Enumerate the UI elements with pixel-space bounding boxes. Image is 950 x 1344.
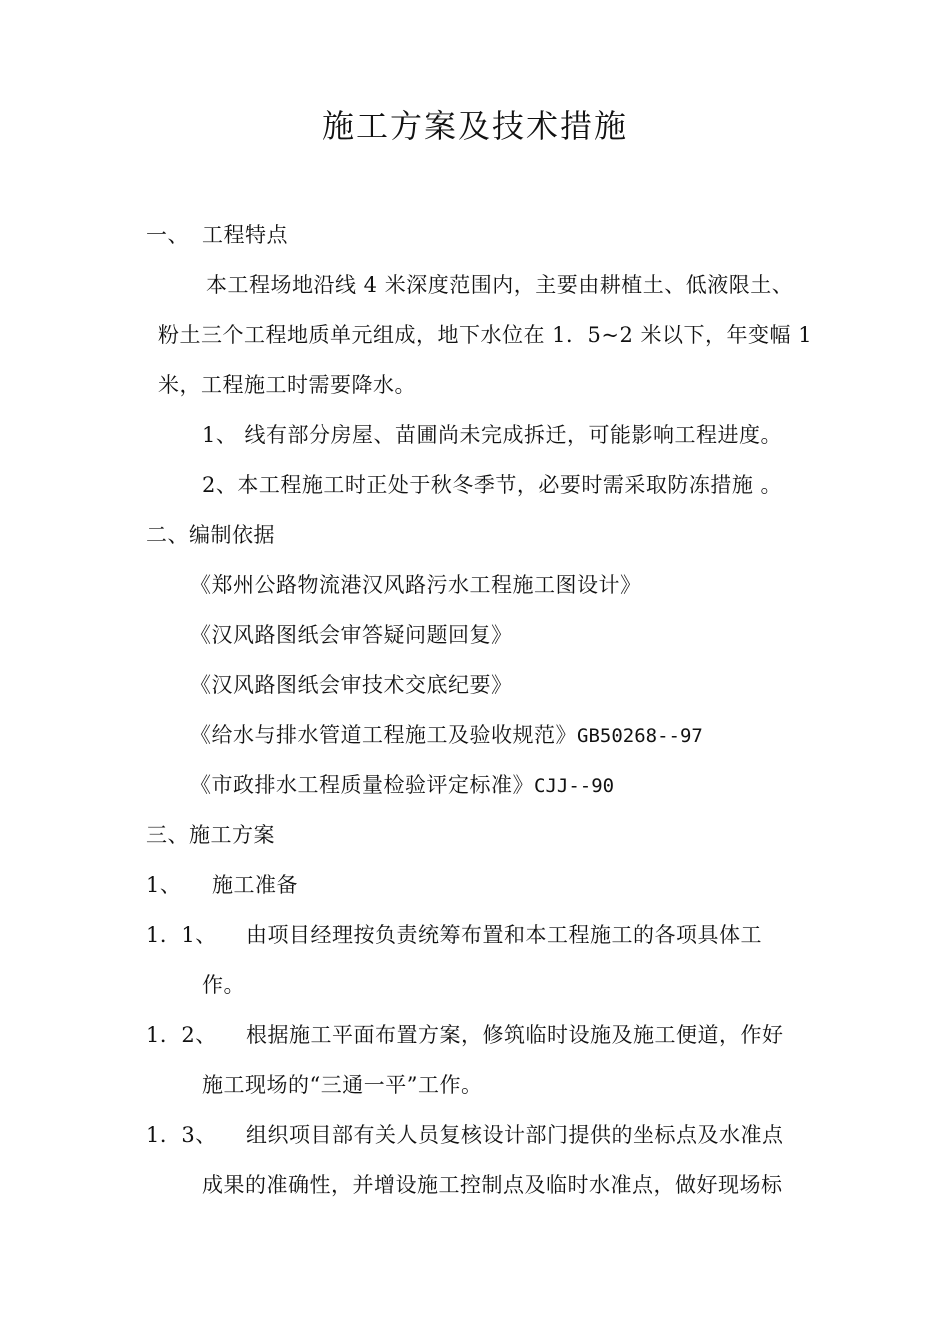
- section1-para-line2: 粉土三个工程地质单元组成，地下水位在 1．5~2 米以下，年变幅 1: [158, 323, 813, 347]
- reference-item-5: [190, 770, 614, 801]
- item-1-2-line1: 根据施工平面布置方案，修筑临时设施及施工便道，作好: [246, 1023, 784, 1047]
- section1-number: 一、: [146, 223, 189, 247]
- reference-text: 《给水与排水管道工程施工及验收规范》: [190, 723, 577, 747]
- reference-code: GB50268--97: [577, 725, 703, 747]
- section2-heading: 二、编制依据: [146, 523, 275, 547]
- item-1-2-line2: 施工现场的“三通一平”工作。: [202, 1073, 483, 1097]
- section1-para-line3: 米，工程施工时需要降水。: [158, 373, 416, 397]
- reference-item-3: [190, 670, 513, 700]
- reference-item-4: [190, 720, 703, 751]
- section1-para-line1: 本工程场地沿线 4 米深度范围内，主要由耕植土、低液限土、: [206, 273, 794, 297]
- reference-text: 《市政排水工程质量检验评定标准》: [190, 773, 534, 797]
- item-1-3-line2: 成果的准确性，并增设施工控制点及临时水准点，做好现场标: [202, 1173, 783, 1197]
- reference-item-2: [190, 620, 513, 650]
- reference-code: CJJ--90: [534, 775, 615, 797]
- reference-text: 《汉风路图纸会审技术交底纪要》: [190, 673, 513, 697]
- document-title: 施工方案及技术措施: [321, 107, 628, 145]
- section3-heading: 三、施工方案: [146, 823, 275, 847]
- reference-text: 《汉风路图纸会审答疑问题回复》: [190, 623, 513, 647]
- reference-text: 《郑州公路物流港汉风路污水工程施工图设计》: [190, 573, 642, 597]
- item-1-1-number: 1．1、: [146, 923, 217, 947]
- section1-item2: 2、本工程施工时正处于秋冬季节，必要时需采取防冻措施 。: [202, 473, 783, 497]
- item-1-3-number: 1．3、: [146, 1123, 217, 1147]
- reference-item-1: [190, 570, 642, 600]
- item-1-2-number: 1．2、: [146, 1023, 217, 1047]
- section1-item1: 1、 线有部分房屋、苗圃尚未完成拆迁，可能影响工程进度。: [202, 423, 783, 447]
- section1-heading: 工程特点: [202, 223, 288, 247]
- item-1-1-line2: 作。: [202, 973, 245, 997]
- subsection1-heading: 施工准备: [212, 873, 298, 897]
- item-1-1-line1: 由项目经理按负责统筹布置和本工程施工的各项具体工: [246, 923, 762, 947]
- item-1-3-line1: 组织项目部有关人员复核设计部门提供的坐标点及水准点: [246, 1123, 784, 1147]
- subsection1-number: 1、: [146, 873, 182, 897]
